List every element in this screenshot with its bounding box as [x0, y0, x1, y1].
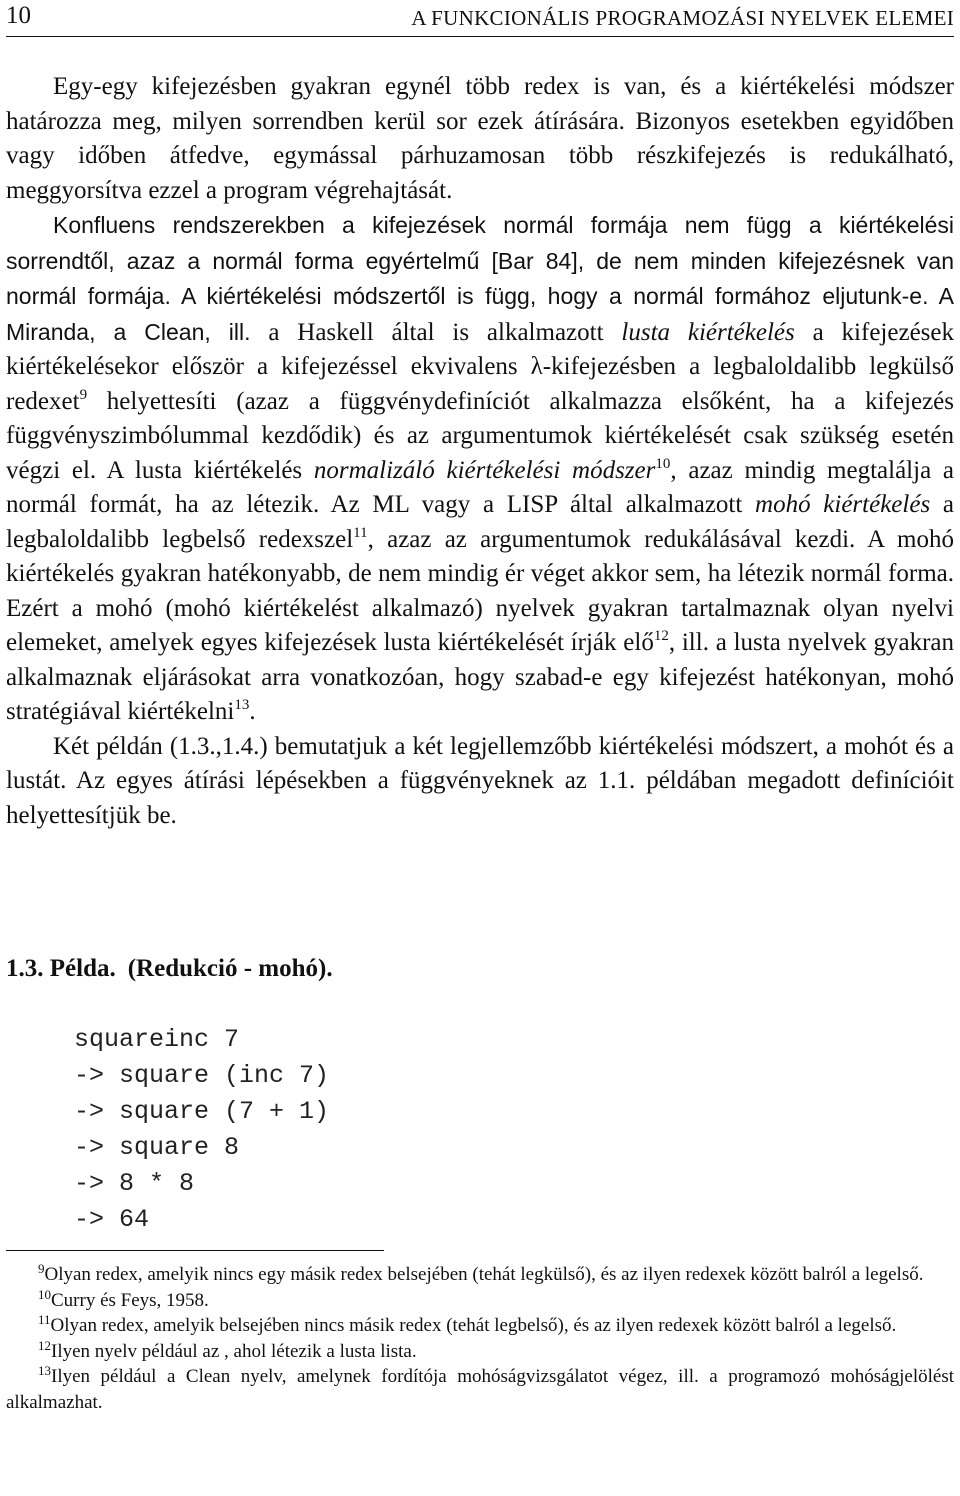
- footnote-mark: 13: [38, 1363, 51, 1378]
- paragraph-2-text: , azaz mindig megtalálja a normál formát, ha az létezik. Az ML vagy a LISP által alkalmazott: [6, 456, 954, 518]
- footnote-9: [6, 1262, 954, 1288]
- running-header: [6, 2, 954, 36]
- footnote-ref-10[interactable]: 10: [655, 455, 671, 472]
- footnote-ref-12[interactable]: 12: [653, 628, 669, 644]
- paragraph-2-text: helyettesíti (azaz a függvénydefiníciót alkalmazza elsőként, ha a kifejezés függvényszimbólummal kezdődik) és az argumentumok kiértékelését csak szükség esetén végzi el. A lusta kiértékelés: [6, 387, 954, 484]
- chapter-title: A FUNKCIONÁLIS PROGRAMOZÁSI NYELVEK ELEMEI: [411, 6, 954, 30]
- footnote-text: Olyan redex, amelyik belsejében nincs másik redex (tehát legbelső), és az ilyen redexek között balról a legelső.: [50, 1315, 897, 1336]
- code-line: -> square (inc 7): [74, 1061, 330, 1090]
- paragraph-2-text: a Haskell által is alkalmazott: [250, 318, 622, 346]
- code-line: -> square (7 + 1): [74, 1097, 330, 1126]
- paragraph-2-text: .: [249, 698, 256, 725]
- code-line: squareinc 7: [74, 1025, 240, 1054]
- code-line: -> 64: [74, 1205, 150, 1234]
- footnote-13: [6, 1364, 954, 1415]
- term-lusta-kiertekeles: lusta kiértékelés: [621, 318, 795, 346]
- footnote-ref-11[interactable]: 11: [353, 524, 368, 541]
- footnote-text: Curry és Feys, 1958.: [51, 1289, 209, 1311]
- footnote-12: [6, 1339, 954, 1365]
- term-moho-kiertekeles: mohó kiértékelés: [755, 491, 931, 518]
- paragraph-2-sans-run: Konfluens rendszerekben a kifejezések normál formája nem függ a kiértékelési sorrendtől, azaz a normál forma egyértelmű [Bar 84], de nem minden kifejezésnek van normál formája. A kiértékelési módszertől is függ, hogy a normál formához eljutunk-e. A Miranda, a Clean, ill.: [6, 212, 954, 345]
- example-heading: [6, 955, 333, 983]
- paragraph-2-text: , ill. a lusta nyelvek gyakran alkalmaznak eljárásokat arra vonatkozóan, hogy szabad-e egy kifejezést hatékonyan, mohó stratégiával kiértékelni: [6, 629, 955, 725]
- footnote-mark: 12: [38, 1337, 51, 1353]
- body-text: [6, 70, 954, 833]
- footnote-text: Ilyen például a Clean nyelv, amelynek fordítója mohóságvizsgálatot végez, ill. a programozó mohóságjelölést alkalmazhat.: [6, 1366, 954, 1413]
- page-number: 10: [6, 2, 31, 29]
- code-line: -> 8 * 8: [74, 1169, 195, 1198]
- example-title: (Redukció - mohó).: [127, 955, 333, 982]
- footnote-mark: 9: [38, 1261, 45, 1276]
- footnote-mark: 10: [38, 1286, 51, 1302]
- paragraph-2-text: a kifejezések kiértékelésekor először a kifejezéssel ekvivalens λ-kifejezésben a legbaloldalibb legkülső redexet: [6, 318, 954, 415]
- code-line: -> square 8: [74, 1133, 240, 1162]
- paragraph-2-text: a legbaloldalibb legbelső redexszel: [6, 491, 954, 553]
- footnote-ref-13[interactable]: 13: [234, 697, 250, 713]
- footnote-mark: 11: [38, 1312, 51, 1327]
- header-rule: [6, 36, 954, 37]
- example-number: 1.3. Példa.: [6, 955, 116, 982]
- footnotes: [6, 1262, 954, 1415]
- footnote-ref-9[interactable]: 9: [79, 386, 88, 403]
- paragraph-3: Két példán (1.3.,1.4.) bemutatjuk a két legjellemzőbb kiértékelési módszert, a mohót és a lustát. Az egyes átírási lépésekben a függvényeknek az 1.1. példában megadott definícióit helyettesítjük be.: [6, 732, 954, 829]
- footnote-text: Olyan redex, amelyik nincs egy másik redex belsejében (tehát legkülső), és az ilyen redexek között balról a legelső.: [44, 1264, 924, 1285]
- paragraph-1: Egy-egy kifejezésben gyakran egynél több redex is van, és a kiértékelési módszer határozza meg, milyen sorrendben kerül sor ezek átírására. Bizonyos esetekben egyidőben vagy időben átfedve, egymással párhuzamosan több részkifejezés is redukálható, meggyorsítva ezzel a program végrehajtását.: [6, 73, 954, 204]
- footnote-10: [6, 1288, 954, 1314]
- term-normalizalo: normalizáló kiértékelési módszer: [313, 456, 656, 484]
- paragraph-2: [6, 208, 954, 730]
- paragraph-2-text: , azaz az argumentumok redukálásával kezdi. A mohó kiértékelés gyakran hatékonyabb, de nem mindig ér véget akkor sem, ha létezik normál forma. Ezért a mohó (mohó kiértékelést alkalmazó) nyelvek gyakran tartalmaznak olyan nyelvi elemeket, amelyek egyes kifejezések lusta kiértékelését írják elő: [6, 525, 954, 656]
- footnote-11: [6, 1313, 954, 1339]
- footnote-rule: [6, 1250, 384, 1251]
- footnote-text: Ilyen nyelv például az , ahol létezik a lusta lista.: [51, 1340, 417, 1362]
- code-block: [74, 1022, 329, 1238]
